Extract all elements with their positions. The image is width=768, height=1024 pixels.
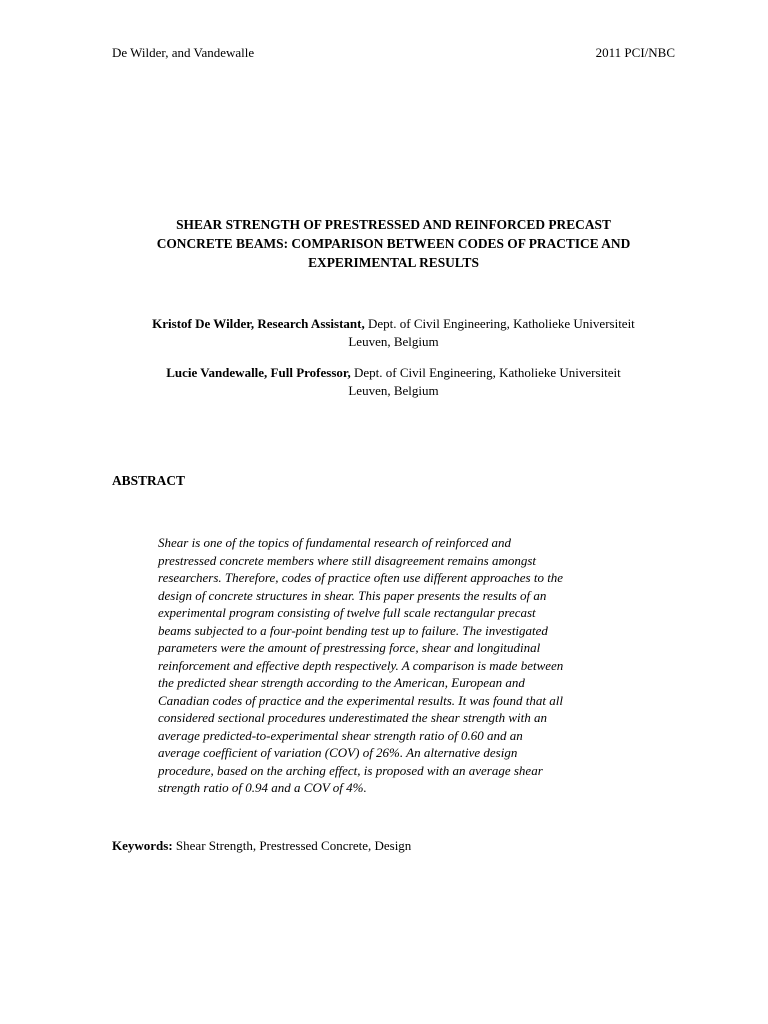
author-affiliation: Dept. of Civil Engineering, Katholieke Universiteit xyxy=(368,316,635,331)
abstract-line: Shear is one of the topics of fundamental research of reinforced and xyxy=(158,535,511,550)
abstract-line: the predicted shear strength according to the American, European and xyxy=(158,675,525,690)
title-line: SHEAR STRENGTH OF PRESTRESSED AND REINFORCED PRECAST xyxy=(176,217,611,232)
abstract-line: beams subjected to a four-point bending test up to failure. The investigated xyxy=(158,622,548,638)
abstract-line: average predicted-to-experimental shear strength ratio of 0.60 and an xyxy=(158,727,523,743)
abstract-line: considered sectional procedures underestimated the shear strength with an xyxy=(158,710,547,725)
abstract-line: researchers. Therefore, codes of practice often use different approaches to the xyxy=(158,570,564,585)
abstract-line: reinforcement and effective depth respectively. A comparison is made between xyxy=(158,657,564,673)
abstract-line: prestressed concrete members where still disagreement remains amongst xyxy=(158,552,537,568)
abstract-line: procedure, based on the arching effect, is proposed with an average shear xyxy=(158,762,543,778)
author-affiliation: Dept. of Civil Engineering, Katholieke Universiteit xyxy=(353,365,621,380)
abstract-line: parameters were the amount of prestressing force, shear and longitudinal xyxy=(158,640,541,655)
running-header xyxy=(112,44,675,62)
author-name: Lucie Vandewalle, Full Professor, xyxy=(166,365,351,380)
abstract-line: experimental program consisting of twelve full scale rectangular precast xyxy=(158,605,536,620)
header-conference: 2011 PCI/NBC xyxy=(595,45,675,60)
abstract-line: average coefficient of variation (COV) of 26%. An alternative design xyxy=(158,745,518,760)
author-line xyxy=(112,364,675,382)
abstract-heading: ABSTRACT xyxy=(112,473,185,488)
author-affiliation-cont: Leuven, Belgium xyxy=(348,334,439,349)
abstract-line: Canadian codes of practice and the experimental results. It was found that all xyxy=(158,692,563,708)
author-block-1 xyxy=(112,315,675,351)
author-block-2 xyxy=(112,364,675,400)
author-name: Kristof De Wilder, Research Assistant, xyxy=(152,316,365,331)
keywords-label: Keywords: xyxy=(112,838,173,853)
title-line: EXPERIMENTAL RESULTS xyxy=(308,255,479,270)
paper-title xyxy=(112,215,675,272)
keywords xyxy=(112,837,411,855)
abstract-line: design of concrete structures in shear. This paper presents the results of an xyxy=(158,587,547,603)
abstract-line: strength ratio of 0.94 and a COV of 4%. xyxy=(158,780,367,795)
author-affiliation-cont: Leuven, Belgium xyxy=(348,383,439,398)
title-line: CONCRETE BEAMS: COMPARISON BETWEEN CODES OF PRACTICE AND xyxy=(156,236,631,251)
header-authors: De Wilder, and Vandewalle xyxy=(112,45,255,60)
abstract-body xyxy=(158,534,658,797)
author-line xyxy=(112,315,675,333)
keywords-text: Shear Strength, Prestressed Concrete, Design xyxy=(175,838,412,853)
